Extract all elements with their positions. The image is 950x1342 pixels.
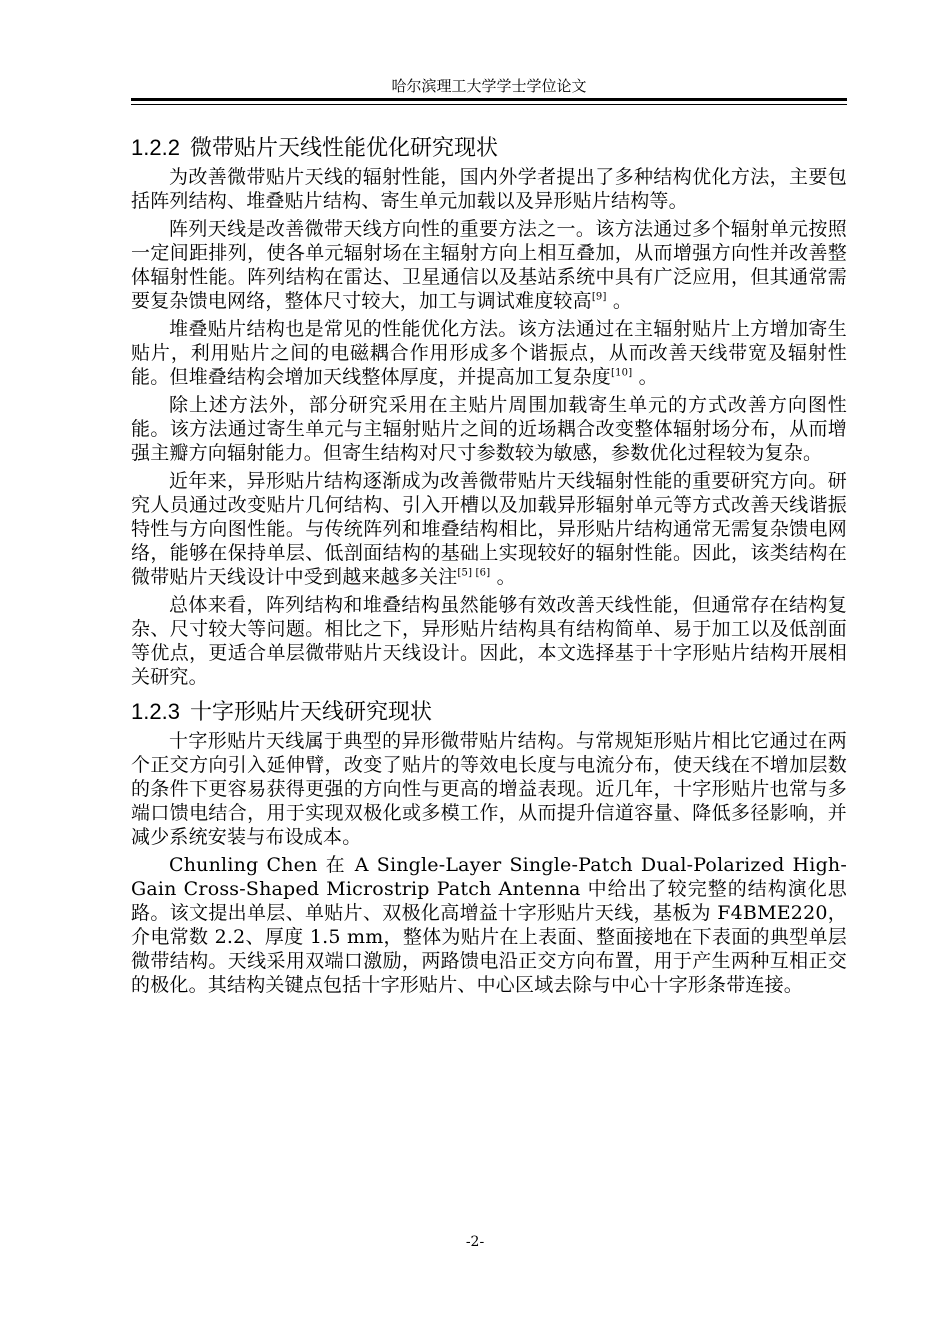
section-title: 十字形贴片天线研究现状	[189, 700, 432, 725]
paragraph: 堆叠贴片结构也是常见的性能优化方法。该方法通过在主辐射贴片上方增加寄生贴片，利用贴片之间的电磁耦合作用形成多个谐振点，从而改善天线带宽及辐射性能。但堆叠结构会增加天线整体厚度，并提高加工复杂度[10] 。	[131, 318, 847, 388]
citation: [5] [6]	[457, 567, 491, 579]
page-body	[131, 131, 847, 997]
section-heading-1-2-3	[131, 695, 847, 729]
paragraph: 阵列天线是改善微带天线方向性的重要方法之一。该方法通过多个辐射单元按照一定间距排列，使各单元辐射场在主辐射方向上相互叠加，从而增强方向性并改善整体辐射性能。阵列结构在雷达、卫星通信以及基站系统中具有广泛应用，但其通常需要复杂馈电网络，整体尺寸较大，加工与调试难度较高[9] 。	[131, 218, 847, 312]
citation: [10]	[611, 367, 633, 379]
paragraph: Chunling Chen 在 A Single-Layer Single-Patch Dual-Polarized High-Gain Cross-Shaped Microstrip Patch Antenna 中给出了较完整的结构演化思路。该文提出单层、单贴片、双极化高增益十字形贴片天线，基板为 F4BME220，介电常数 2.2、厚度 1.5 mm，整体为贴片在上表面、整面接地在下表面的典型单层微带结构。天线采用双端口激励，两路馈电沿正交方向布置，用于产生两种互相正交的极化。其结构关键点包括十字形贴片、中心区域去除与中心十字形条带连接。	[131, 854, 847, 996]
section-title: 微带贴片天线性能优化研究现状	[189, 136, 498, 161]
section-number: 1.2.3	[131, 699, 180, 724]
paragraph: 总体来看，阵列结构和堆叠结构虽然能够有效改善天线性能，但通常存在结构复杂、尺寸较大等问题。相比之下，异形贴片结构具有结构简单、易于加工以及低剖面等优点，更适合单层微带贴片天线设计。因此，本文选择基于十字形贴片结构开展相关研究。	[131, 594, 847, 688]
paragraph: 近年来，异形贴片结构逐渐成为改善微带贴片天线辐射性能的重要研究方向。研究人员通过改变贴片几何结构、引入开槽以及加载异形辐射单元等方式改善天线谐振特性与方向图性能。与传统阵列和堆叠结构相比，异形贴片结构通常无需复杂馈电网络，能够在保持单层、低剖面结构的基础上实现较好的辐射性能。因此，该类结构在微带贴片天线设计中受到越来越多关注[5] [6] 。	[131, 470, 847, 588]
citation: [9]	[591, 291, 607, 303]
paragraph: 为改善微带贴片天线的辐射性能，国内外学者提出了多种结构优化方法，主要包括阵列结构、堆叠贴片结构、寄生单元加载以及异形贴片结构等。	[131, 166, 847, 212]
paragraph: 十字形贴片天线属于典型的异形微带贴片结构。与常规矩形贴片相比它通过在两个正交方向引入延伸臂，改变了贴片的等效电长度与电流分布，使天线在不增加层数的条件下更容易获得更强的方向性与更高的增益表现。近几年，十字形贴片也常与多端口馈电结合，用于实现双极化或多模工作，从而提升信道容量、降低多径影响，并减少系统安装与布设成本。	[131, 730, 847, 848]
paragraph: 除上述方法外，部分研究采用在主贴片周围加载寄生单元的方式改善方向图性能。该方法通过寄生单元与主辐射贴片之间的近场耦合改变整体辐射场分布，从而增强主瓣方向辐射能力。但寄生结构对尺寸参数较为敏感，参数优化过程较为复杂。	[131, 394, 847, 464]
header-rule-thick	[131, 98, 847, 101]
header-rule-thin	[131, 104, 847, 105]
section-number: 1.2.2	[131, 135, 180, 160]
section-heading-1-2-2	[131, 131, 847, 165]
running-header: 哈尔滨理工大学学士学位论文	[391, 77, 587, 95]
page-number: -2-	[465, 1234, 485, 1250]
